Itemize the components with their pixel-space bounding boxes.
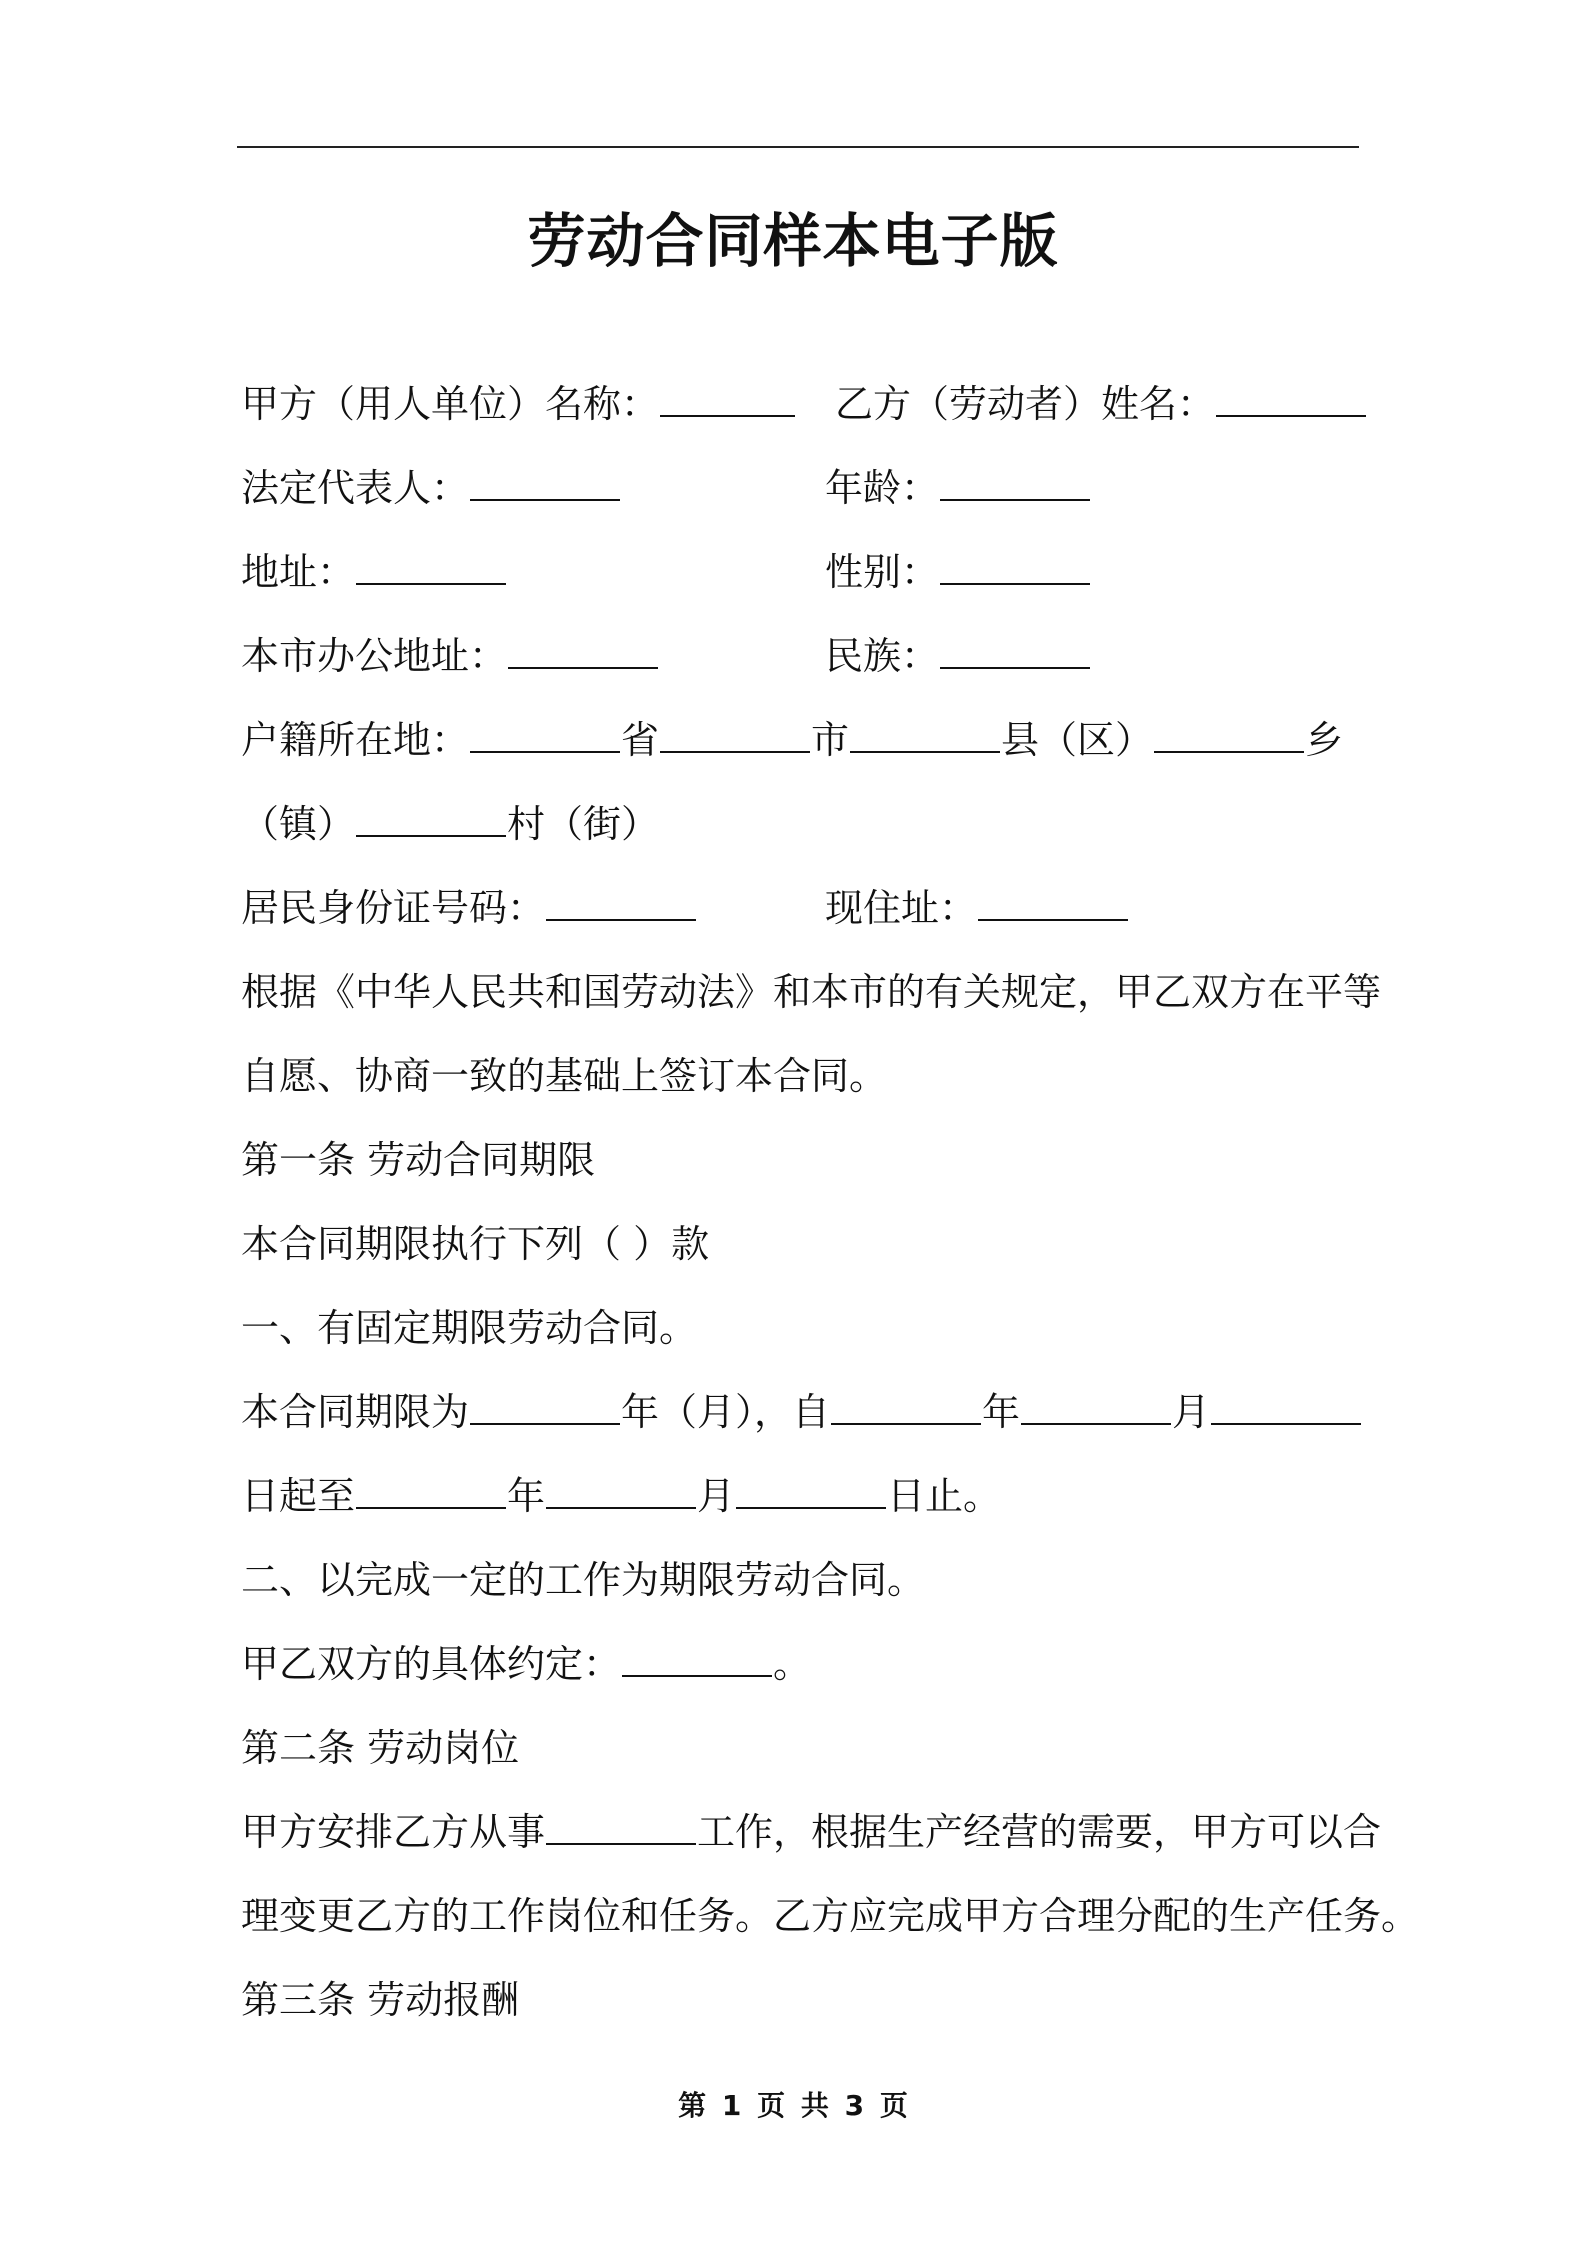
id-number-label: 居民身份证号码： <box>241 886 546 930</box>
office-address-blank <box>508 633 658 669</box>
gender-line <box>825 544 1091 600</box>
current-address-line <box>825 880 1129 936</box>
ethnicity-line <box>825 628 1091 684</box>
party-a-name-blank <box>660 381 795 417</box>
header-rule <box>237 146 1359 148</box>
article-2-text-a: 甲方安排乙方从事 <box>241 1810 546 1854</box>
article-1-item-1: 一、有固定期限劳动合同。 <box>241 1306 698 1350</box>
address-blank <box>356 549 506 585</box>
age-blank <box>940 465 1090 501</box>
term-text-a: 本合同期限为 <box>241 1390 470 1434</box>
agreement-end: 。 <box>773 1642 812 1686</box>
ethnicity-blank <box>940 633 1090 669</box>
ethnicity-label: 民族： <box>825 634 940 678</box>
current-address-label: 现住址： <box>825 886 978 930</box>
article-1-title: 第一条 劳动合同期限 <box>241 1138 596 1182</box>
village-label: 村（街） <box>507 802 660 846</box>
term-text-f: 年 <box>507 1474 546 1518</box>
term-end-day-blank <box>736 1473 886 1509</box>
household-township-blank <box>1154 717 1304 753</box>
county-label: 县（区） <box>1001 718 1154 762</box>
legal-rep-blank <box>470 465 620 501</box>
household-county-blank <box>850 717 1000 753</box>
article-2-text-b: 工作，根据生产经营的需要，甲方可以合 <box>697 1810 1382 1854</box>
term-line-1 <box>241 1384 1362 1440</box>
legal-rep-label: 法定代表人： <box>241 466 470 510</box>
document-title: 劳动合同样本电子版 <box>527 207 1059 275</box>
agreement-label: 甲乙双方的具体约定： <box>241 1642 622 1686</box>
term-text-g: 月 <box>697 1474 736 1518</box>
office-address-line <box>241 628 659 684</box>
term-end-month-blank <box>546 1473 696 1509</box>
legal-rep-line <box>241 460 621 516</box>
age-line <box>825 460 1091 516</box>
city-label: 市 <box>811 718 850 762</box>
office-address-label: 本市办公地址： <box>241 634 508 678</box>
party-a-name-line <box>241 376 796 432</box>
address-line <box>241 544 507 600</box>
article-2-title: 第二条 劳动岗位 <box>241 1726 520 1770</box>
household-reg-line <box>241 712 1343 768</box>
article-1-item-2: 二、以完成一定的工作为期限劳动合同。 <box>241 1558 926 1602</box>
term-start-day-blank <box>1211 1389 1361 1425</box>
agreement-blank <box>622 1641 772 1677</box>
household-city-blank <box>660 717 810 753</box>
household-town-line <box>241 796 659 852</box>
id-number-line <box>241 880 697 936</box>
article-3-title: 第三条 劳动报酬 <box>241 1978 520 2022</box>
id-number-blank <box>546 885 696 921</box>
party-b-name-label: 乙方（劳动者）姓名： <box>835 382 1216 426</box>
party-b-name-line <box>835 376 1367 432</box>
age-label: 年龄： <box>825 466 940 510</box>
address-label: 地址： <box>241 550 356 594</box>
term-text-c: 年 <box>982 1390 1021 1434</box>
party-b-name-blank <box>1216 381 1366 417</box>
term-start-month-blank <box>1021 1389 1171 1425</box>
term-end-year-blank <box>356 1473 506 1509</box>
term-text-h: 日止。 <box>887 1474 1002 1518</box>
term-length-blank <box>470 1389 620 1425</box>
current-address-blank <box>978 885 1128 921</box>
job-blank <box>546 1809 696 1845</box>
article-2-line-2: 理变更乙方的工作岗位和任务。乙方应完成甲方合理分配的生产任务。 <box>241 1894 1420 1938</box>
gender-blank <box>940 549 1090 585</box>
article-2-line-1 <box>241 1804 1381 1860</box>
party-a-name-label: 甲方（用人单位）名称： <box>241 382 660 426</box>
term-start-year-blank <box>831 1389 981 1425</box>
intro-line-1: 根据《中华人民共和国劳动法》和本市的有关规定，甲乙双方在平等 <box>241 970 1382 1014</box>
gender-label: 性别： <box>825 550 940 594</box>
page-footer: 第 1 页 共 3 页 <box>678 2089 908 2122</box>
term-text-b: 年（月），自 <box>621 1390 831 1434</box>
intro-line-2: 自愿、协商一致的基础上签订本合同。 <box>241 1054 888 1098</box>
household-reg-label: 户籍所在地： <box>241 718 470 762</box>
household-town-blank <box>356 801 506 837</box>
household-province-blank <box>470 717 620 753</box>
article-1-paragraph: 本合同期限执行下列（ ）款 <box>241 1222 710 1266</box>
term-text-d: 月 <box>1172 1390 1211 1434</box>
agreement-line <box>241 1636 811 1692</box>
township-label: 乡 <box>1305 718 1344 762</box>
town-label: （镇） <box>241 802 356 846</box>
province-label: 省 <box>621 718 660 762</box>
term-line-2 <box>241 1468 1001 1524</box>
term-text-e: 日起至 <box>241 1474 356 1518</box>
